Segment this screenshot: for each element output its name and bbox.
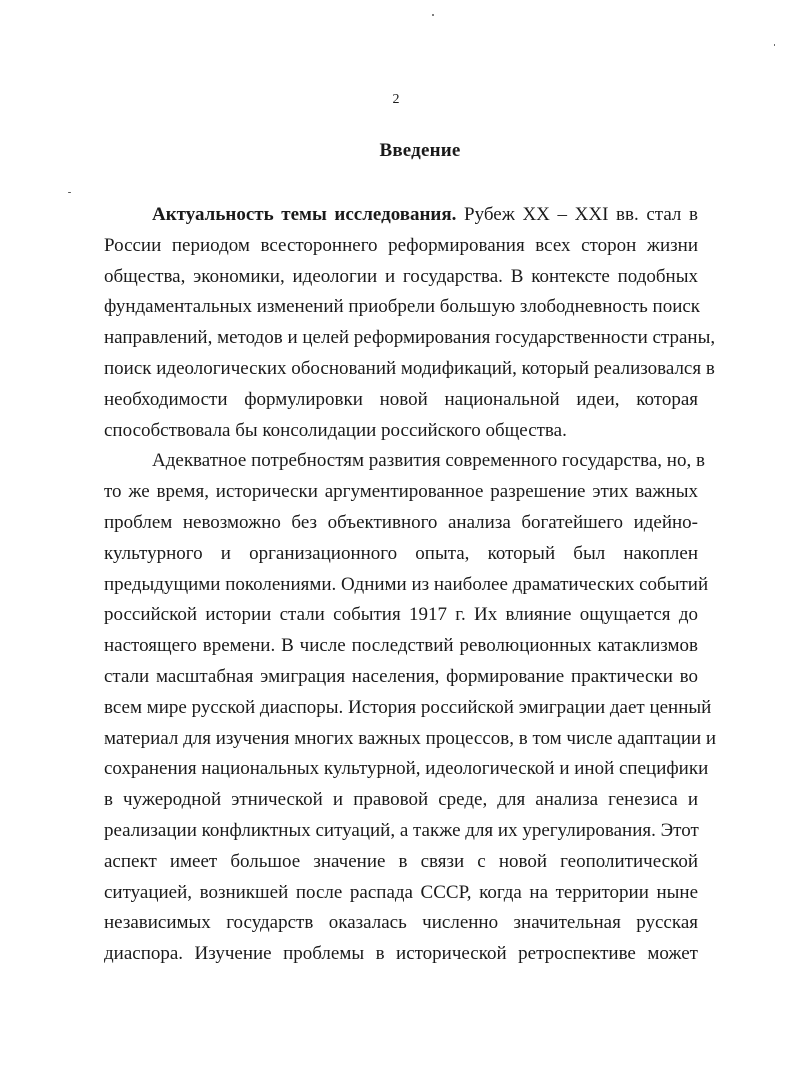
paragraph-2-line: аспект имеет большое значение в связи с новой геополитической (104, 850, 698, 872)
paragraph-1-line: России периодом всестороннего реформирования всех сторон жизни (104, 234, 698, 256)
paragraph-1-line: способствовала бы консолидации российского общества. (104, 419, 567, 441)
body-text (104, 200, 717, 970)
paragraph-2-line: проблем невозможно без объективного анализа богатейшего идейно- (104, 511, 698, 533)
paragraph-1-line: общества, экономики, идеологии и государства. В контексте подобных (104, 265, 698, 287)
scan-speck (432, 14, 434, 16)
paragraph-2-line: культурного и организационного опыта, который был накоплен (104, 542, 698, 564)
paragraph-2-line: Адекватное потребностям развития современного государства, но, в (152, 450, 705, 472)
paragraph-2-line: российской истории стали события 1917 г. Их влияние ощущается до (104, 604, 698, 626)
scan-speck (68, 192, 71, 193)
paragraph-2-line: настоящего времени. В числе последствий революционных катаклизмов (104, 635, 698, 657)
section-heading: Введение (379, 140, 461, 161)
paragraph-2-line: то же время, исторически аргументированное разрешение этих важных (104, 481, 698, 503)
paragraph-2-line: диаспора. Изучение проблемы в исторической ретроспективе может (104, 943, 698, 965)
paragraph-lead: Актуальность темы исследования. (152, 204, 457, 225)
paragraph-2-line: предыдущими поколениями. Одними из наиболее драматических событий (104, 573, 709, 595)
paragraph-1-line: фундаментальных изменений приобрели большую злободневность поиск (104, 296, 701, 318)
paragraph-1-line: поиск идеологических обоснований модификаций, который реализовался в (104, 357, 715, 379)
paragraph-2-line: в чужеродной этнической и правовой среде, для анализа генезиса и (104, 789, 698, 811)
paragraph-2-line: материал для изучения многих важных процессов, в том числе адаптации и (104, 727, 717, 749)
scan-speck (774, 44, 775, 46)
paragraph-1-line: Актуальность темы исследования. Рубеж XX – XXI вв. стал в (152, 204, 698, 225)
page-number: 2 (392, 92, 400, 107)
paragraph-2-line: реализации конфликтных ситуаций, а также для их урегулирования. Этот (104, 819, 699, 841)
paragraph-2-line: сохранения национальных культурной, идеологической и иной специфики (104, 758, 709, 780)
paragraph-2-line: ситуацией, возникшей после распада СССР, когда на территории ныне (104, 881, 698, 903)
paragraph-2-line: независимых государств оказалась численно значительная русская (104, 912, 698, 934)
paragraph-2-line: стали масштабная эмиграция населения, формирование практически во (104, 665, 698, 687)
paragraph-1-line: необходимости формулировки новой национальной идеи, которая (104, 388, 698, 410)
paragraph-2-line: всем мире русской диаспоры. История российской эмиграции дает ценный (104, 696, 712, 718)
paragraph-1-line: направлений, методов и целей реформирования государственности страны, (104, 327, 716, 349)
